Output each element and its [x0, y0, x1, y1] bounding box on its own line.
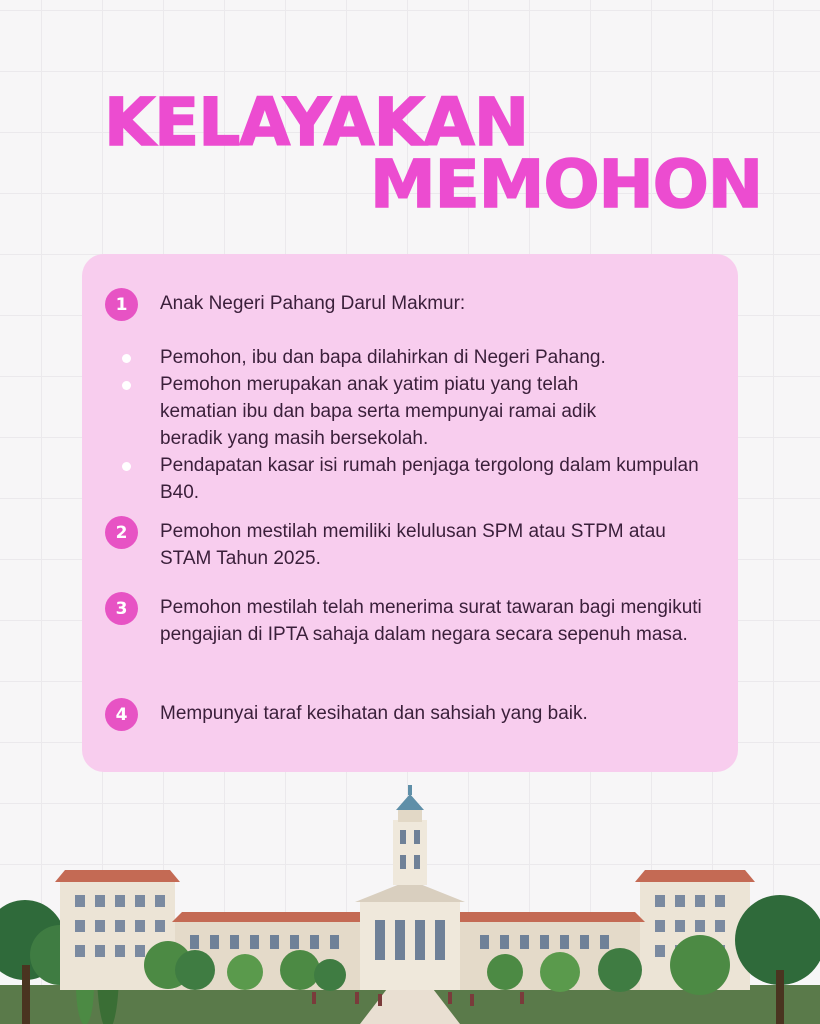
sub-list: [82, 344, 738, 506]
bullet-icon: [122, 462, 131, 471]
page-title-line-1: KELAYAKAN: [104, 84, 529, 161]
bullet-icon: [122, 354, 131, 363]
sub-list-item: [82, 344, 738, 371]
sub-list-item: [82, 452, 738, 506]
item-text: Pemohon mestilah telah menerima surat tawaran bagi mengikuti pengajian di IPTA sahaja dalam negara secara sepenuh masa.: [160, 597, 702, 645]
item-text: Mempunyai taraf kesihatan dan sahsiah yang baik.: [160, 703, 588, 724]
sub-item-text: Pendapatan kasar isi rumah penjaga tergolong dalam kumpulan B40.: [160, 455, 699, 503]
item-text: Pemohon mestilah memiliki kelulusan SPM atau STPM atau STAM Tahun 2025.: [160, 521, 666, 569]
bullet-icon: [122, 381, 131, 390]
number-badge: 2: [105, 516, 138, 549]
eligibility-card: [82, 254, 738, 772]
number-badge: 1: [105, 288, 138, 321]
university-building-illustration: [0, 780, 820, 1024]
sub-item-text: Pemohon, ibu dan bapa dilahirkan di Negeri Pahang.: [160, 347, 606, 368]
number-badge: 3: [105, 592, 138, 625]
number-badge: 4: [105, 698, 138, 731]
sub-list-item: [82, 371, 738, 452]
item-text: Anak Negeri Pahang Darul Makmur:: [160, 293, 466, 314]
page-title-line-2: MEMOHON: [370, 146, 763, 223]
sub-item-text: Pemohon merupakan anak yatim piatu yang telah kematian ibu dan bapa serta mempunyai ramai adik beradik yang masih bersekolah.: [160, 374, 597, 449]
